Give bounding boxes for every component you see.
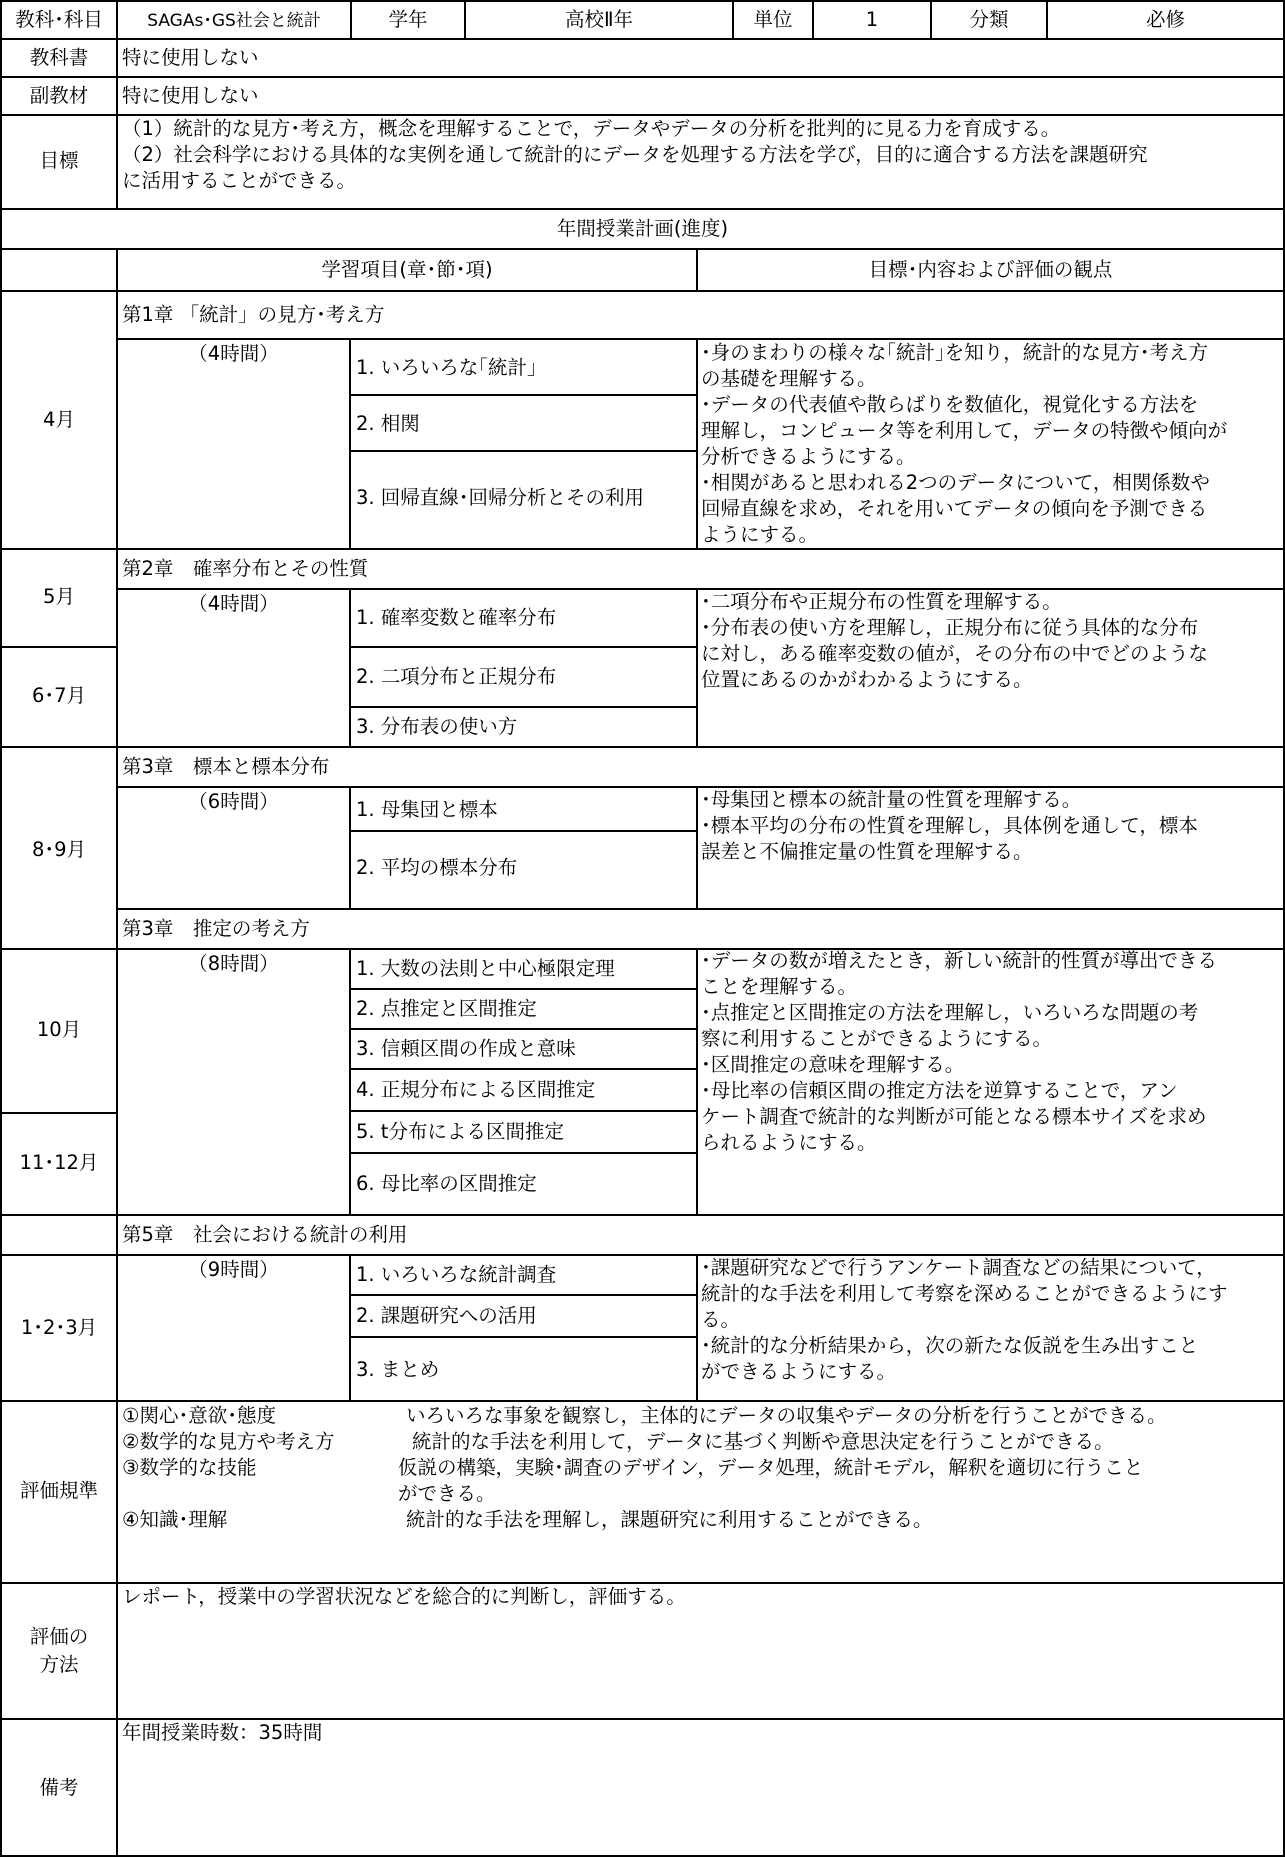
item-label: 3. まとめ [356,1358,440,1381]
criteria-desc: 統計的な手法を理解し，課題研究に利用することができる。 [406,1508,933,1531]
method-label-cell [0,1582,118,1720]
subject-label: 教科･科目 [15,8,103,31]
content-line: ケート調査で統計的な判断が可能となる標本サイズを求め [701,1105,1207,1128]
textbook-value-cell [116,38,1285,78]
subject-value: SAGAs･GS社会と統計 [147,11,321,31]
content-line: ･分布表の使い方を理解し，正規分布に従う具体的な分布 [701,616,1199,639]
content-line: ･母集団と標本の統計量の性質を理解する。 [701,788,1082,811]
item-label: 3. 分布表の使い方 [356,715,518,738]
item-label: 5. t分布による区間推定 [356,1120,564,1143]
chapter-title: 第1章 「統計」の見方･考え方 [122,303,385,326]
content-line: に対し，ある確率変数の値が，その分布の中でどのような [701,642,1209,665]
content-line: る。 [701,1308,741,1331]
supplementary-value-cell [116,76,1285,116]
content-line: ･点推定と区間推定の方法を理解し，いろいろな問題の考 [701,1001,1199,1024]
content-line: ･標本平均の分布の性質を理解し，具体例を通して，標本 [701,814,1198,837]
content-line: ･母比率の信頼区間の推定方法を逆算することで，アン [701,1079,1178,1102]
month-label: 4月 [43,408,75,431]
content-line: ･二項分布や正規分布の性質を理解する。 [701,590,1062,613]
method-value: レポート，授業中の学習状況などを総合的に判断し，評価する。 [122,1585,686,1608]
chapter-title: 第3章 標本と標本分布 [122,755,330,778]
criteria-name: ③数学的な技能 [122,1456,257,1479]
credit-label: 単位 [753,8,793,31]
month-label: 6･7月 [31,684,87,707]
method-label-line: 方法 [39,1653,79,1676]
content-line: ･相関があると思われる2つのデータについて，相関係数や [701,471,1210,494]
content-line: ･データの代表値や散らばりを数値化，視覚化する方法を [701,393,1199,416]
month-label: 11･12月 [19,1151,99,1174]
goals-line: に活用することができる。 [122,169,357,192]
item-label: 2. 点推定と区間推定 [356,997,537,1020]
month-cell-empty [0,1214,118,1256]
criteria-desc: いろいろな事象を観察し，主体的にデータの収集やデータの分析を行うことができる。 [406,1404,1167,1427]
plan-title: 年間授業計画(進度) [556,217,729,240]
category-label: 分類 [969,8,1009,31]
content-line: ･データの数が増えたとき，新しい統計的性質が導出できる [701,949,1217,972]
supplementary-label: 副教材 [29,84,89,107]
supplementary-value: 特に使用しない [122,84,259,107]
criteria-label: 評価規準 [19,1479,98,1502]
content-line: ･身のまわりの様々な｢統計｣を知り，統計的な見方･考え方 [701,341,1209,364]
remarks-label: 備考 [39,1776,79,1799]
hours-cell [116,948,351,1216]
item-label: 6. 母比率の区間推定 [356,1172,537,1195]
grade-label: 学年 [388,8,428,31]
content-line: 誤差と不偏推定量の性質を理解する。 [701,840,1033,863]
credit-value: 1 [865,8,879,31]
criteria-name: ④知識･理解 [122,1508,228,1531]
item-label: 2. 相関 [356,412,420,435]
item-label: 1. 大数の法則と中心極限定理 [356,957,615,980]
goals-line: （1）統計的な見方･考え方，概念を理解することで，データやデータの分析を批判的に見る力を育成する。 [122,117,1061,140]
hours-label: （8時間） [188,952,279,975]
textbook-value: 特に使用しない [122,46,259,69]
content-line: ができるようにする。 [701,1360,897,1383]
content-line: られるようにする。 [701,1131,877,1154]
criteria-name: ①関心･意欲･態度 [122,1404,276,1427]
item-label: 4. 正規分布による区間推定 [356,1078,596,1101]
plan-header-items: 学習項目(章･節･項) [321,258,493,281]
criteria-name: ②数学的な見方や考え方 [122,1430,335,1453]
item-label: 1. 母集団と標本 [356,798,498,821]
chapter-title: 第3章 推定の考え方 [122,917,310,940]
goals-label: 目標 [39,149,79,172]
grade-value: 高校Ⅱ年 [564,8,634,31]
month-label: 10月 [36,1018,82,1041]
criteria-desc: ができる。 [398,1482,496,1505]
category-value: 必修 [1145,8,1185,31]
hours-label: （4時間） [188,592,279,615]
content-line: ようにする。 [701,523,819,546]
content-line: ことを理解する。 [701,975,858,998]
content-line: ･統計的な分析結果から，次の新たな仮説を生み出すこと [701,1334,1199,1357]
goals-line: （2）社会科学における具体的な実例を通して統計的にデータを処理する方法を学び，目的に適合する方法を課題研究 [122,143,1148,166]
textbook-label: 教科書 [29,46,89,69]
month-label: 8･9月 [31,838,87,861]
item-label: 3. 信頼区間の作成と意味 [356,1037,576,1060]
criteria-desc: 統計的な手法を利用して，データに基づく判断や意思決定を行うことができる。 [412,1430,1114,1453]
hours-label: （6時間） [188,790,279,813]
content-line: ･区間推定の意味を理解する。 [701,1053,965,1076]
month-label: 5月 [43,585,75,608]
remarks-value: 年間授業時数：35時間 [122,1721,323,1744]
content-line: 位置にあるのかがわかるようにする。 [701,668,1033,691]
chapter-title: 第5章 社会における統計の利用 [122,1223,408,1246]
content-line: 理解し，コンピュータ等を利用して，データの特徴や傾向が [701,419,1228,442]
content-line: 回帰直線を求め，それを用いてデータの傾向を予測できる [701,497,1208,520]
hours-cell [116,338,351,550]
content-line: の基礎を理解する。 [701,367,877,390]
plan-header-empty-cell [0,248,118,292]
item-label: 3. 回帰直線･回帰分析とその利用 [356,486,645,509]
item-label: 1. いろいろな｢統計｣ [356,356,537,379]
content-line: 統計的な手法を利用して考察を深めることができるようにす [701,1282,1228,1305]
hours-label: （4時間） [188,342,279,365]
content-line: ･課題研究などで行うアンケート調査などの結果について， [701,1256,1216,1279]
criteria-desc: 仮説の構築，実験･調査のデザイン，データ処理，統計モデル，解釈を適切に行うこと [398,1456,1144,1479]
item-label: 2. 二項分布と正規分布 [356,665,557,688]
content-line: 察に利用することができるようにする。 [701,1027,1053,1050]
item-label: 2. 平均の標本分布 [356,856,518,879]
chapter-title: 第2章 確率分布とその性質 [122,557,369,580]
month-label: 1･2･3月 [20,1316,98,1339]
hours-label: （9時間） [188,1258,279,1281]
item-label: 1. 確率変数と確率分布 [356,606,557,629]
method-label-line: 評価の [29,1625,89,1648]
item-label: 1. いろいろな統計調査 [356,1263,557,1286]
item-label: 2. 課題研究への活用 [356,1304,537,1327]
content-line: 分析できるようにする。 [701,445,916,468]
plan-header-goals: 目標･内容および評価の観点 [868,258,1113,281]
